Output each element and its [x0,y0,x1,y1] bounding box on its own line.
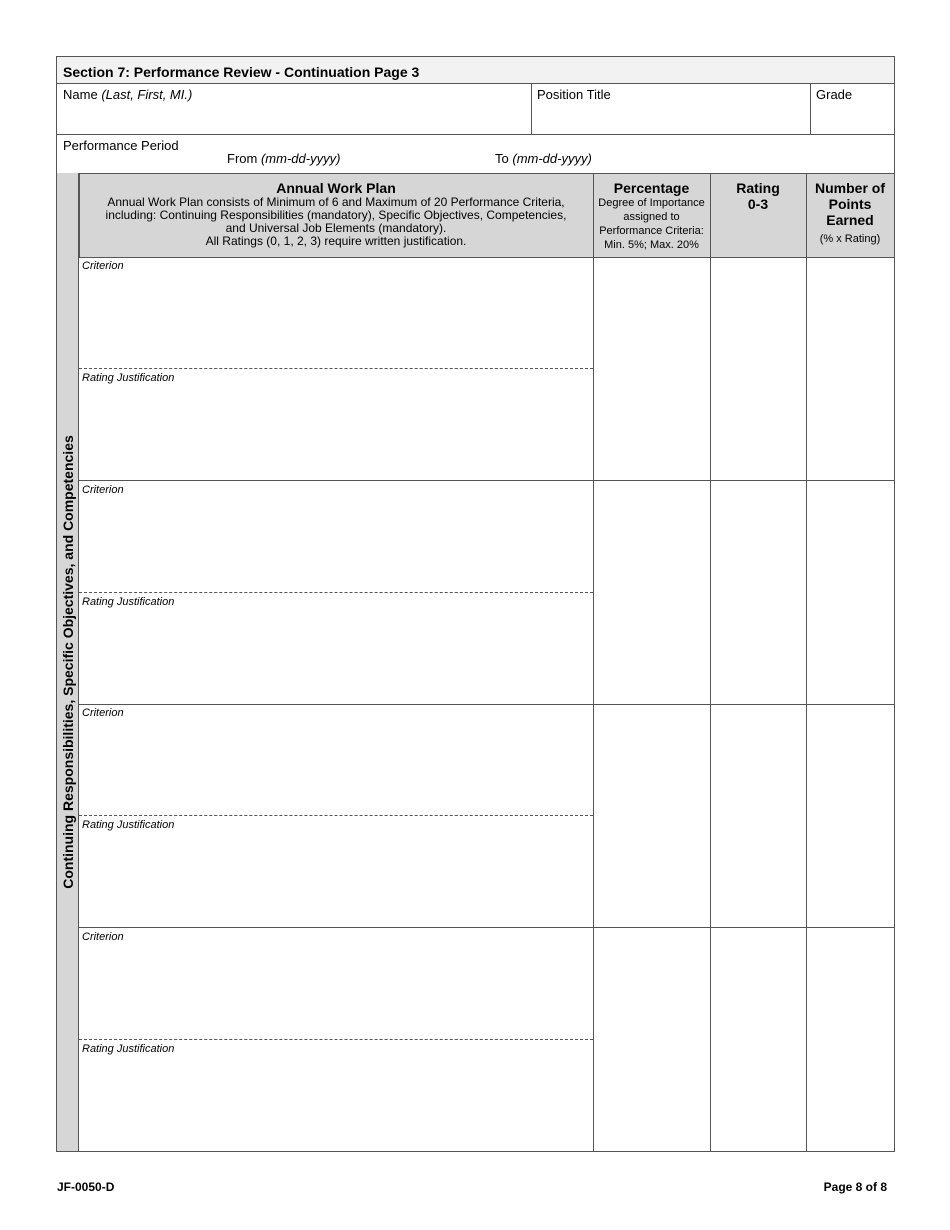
criterion-label: Criterion [82,260,124,272]
awp-description-line: Annual Work Plan consists of Minimum of 6 and Maximum of 20 Performance Criteria, [107,195,565,209]
dashed-divider [79,368,593,369]
from-label-text: From [227,151,258,166]
criterion-label: Criterion [82,931,124,943]
to-hint: (mm-dd-yyyy) [512,151,592,166]
section-title: Section 7: Performance Review - Continuation Page 3 [56,56,895,84]
criterion-block [79,928,894,1152]
criterion-label: Criterion [82,707,124,719]
position-title-label: Position Title [537,87,611,102]
page-number: Page 8 of 8 [823,1180,887,1194]
percentage-title: Percentage [613,180,690,196]
divider [531,83,532,134]
name-label-text: Name [63,87,98,102]
rating-justification-label: Rating Justification [82,596,175,608]
performance-period-row [56,134,895,174]
dashed-divider [79,815,593,816]
percentage-desc: Min. 5%; Max. 20% [604,239,699,251]
from-hint: (mm-dd-yyyy) [260,151,341,166]
criteria-table-body [56,257,895,1152]
rating-justification-label: Rating Justification [82,819,175,831]
rating-justification-label: Rating Justification [82,1043,175,1055]
awp-description-line: All Ratings (0, 1, 2, 3) require written justification. [205,234,467,248]
to-date-label [495,151,592,166]
form-id: JF-0050-D [57,1180,115,1194]
criterion-label: Criterion [82,484,124,496]
rating-justification-label: Rating Justification [82,372,175,384]
dashed-divider [79,592,593,593]
to-label-text: To [495,151,509,166]
grade-label: Grade [816,87,853,102]
awp-description-line: including: Continuing Responsibilities (mandatory), Specific Objectives, Competencies, [105,208,567,222]
percentage-desc: Performance Criteria: [599,225,704,237]
rating-range: 0-3 [747,196,769,212]
points-title: Number of [815,180,885,196]
side-category-band [57,173,79,1151]
points-formula: (% x Rating) [819,233,881,245]
awp-description-line: and Universal Job Elements (mandatory). [225,221,447,235]
name-hint: (Last, First, MI.) [101,87,193,102]
criterion-block [79,257,894,481]
points-title: Earned [826,212,874,228]
name-field-label [63,87,192,102]
table-header [56,173,895,258]
annual-work-plan-header [79,180,593,248]
rating-title: Rating [736,180,780,196]
percentage-desc: assigned to [623,211,680,223]
employee-info-row [56,83,895,135]
points-earned-header [806,180,894,246]
points-title: Points [828,196,872,212]
percentage-desc: Degree of Importance [598,197,705,209]
percentage-header [593,180,710,252]
criterion-block [79,481,894,705]
side-category-label: Continuing Responsibilities, Specific Objectives, and Competencies [60,435,76,889]
from-date-label [227,151,340,166]
dashed-divider [79,1039,593,1040]
performance-period-label: Performance Period [63,138,179,153]
divider [810,83,811,134]
criterion-block [79,704,894,928]
awp-title: Annual Work Plan [276,180,396,196]
rating-header [710,180,806,212]
